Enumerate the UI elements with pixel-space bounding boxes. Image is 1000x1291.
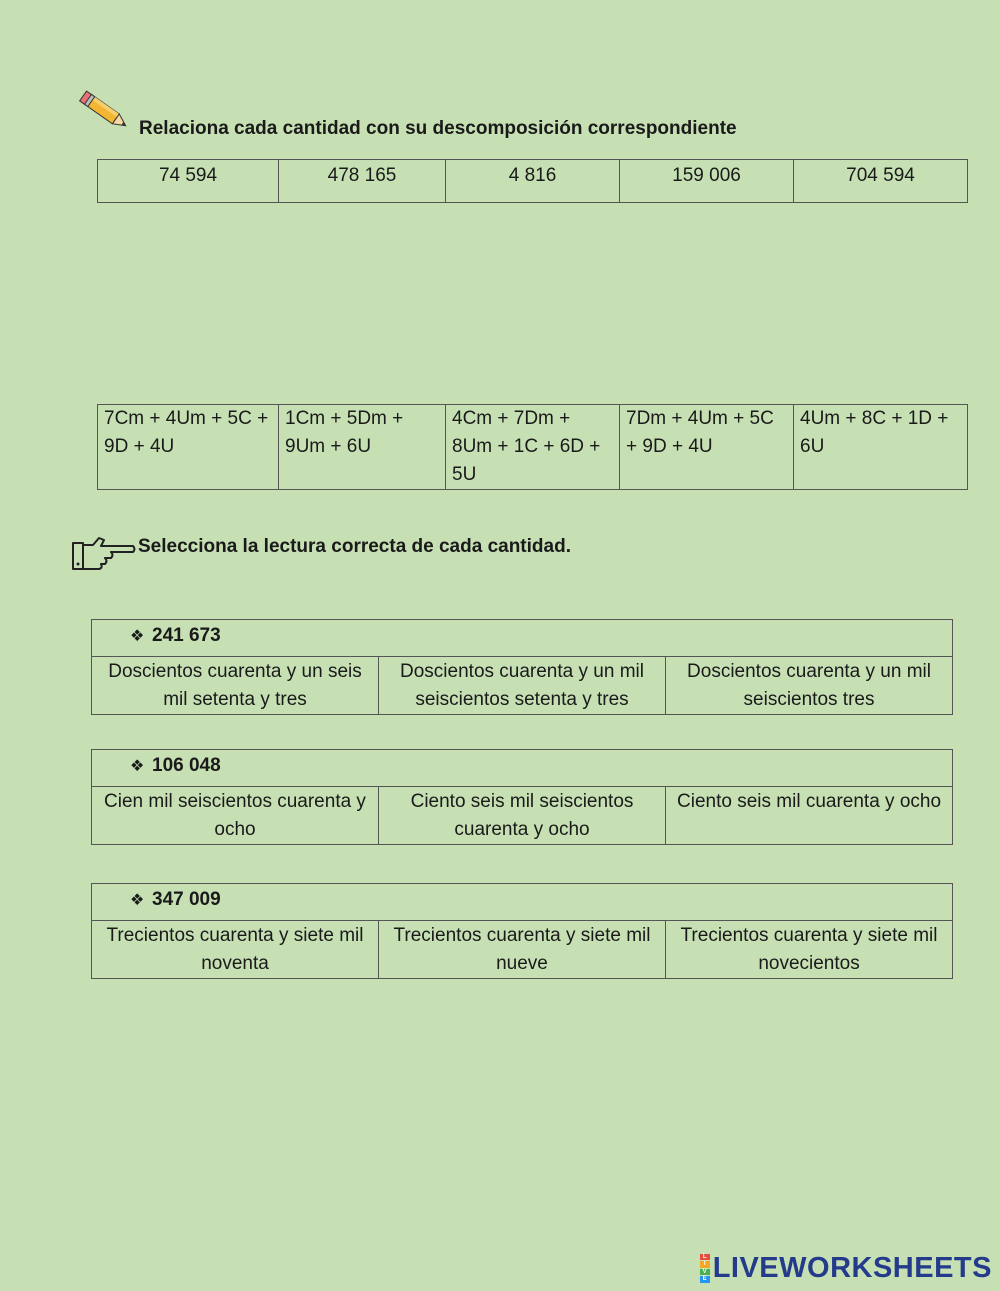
live-mark-icon: L I V E [700,1254,710,1284]
numbers-table [97,159,968,203]
number-cell[interactable]: 478 165 [279,160,446,203]
answer-option[interactable]: Trecientos cuarenta y siete mil nueve [379,921,666,979]
liveworksheets-logo [700,1252,992,1285]
answer-option[interactable]: Doscientos cuarenta y un seis mil setenta y tres [92,657,379,715]
question-header [92,620,953,657]
diamond-bullet-icon: ❖ [130,758,145,775]
answer-option[interactable]: Ciento seis mil seiscientos cuarenta y ocho [379,787,666,845]
question-table [91,619,953,715]
section2-title: Selecciona la lectura correcta de cada cantidad. [138,536,571,557]
decomposition-cell[interactable]: 7Cm + 4Um + 5C + 9D + 4U [98,405,279,490]
decomposition-cell[interactable]: 1Cm + 5Dm + 9Um + 6U [279,405,446,490]
question-number: 106 048 [152,755,221,776]
number-cell[interactable]: 159 006 [620,160,794,203]
number-cell[interactable]: 704 594 [794,160,968,203]
pencil-icon [78,88,134,136]
question-table [91,883,953,979]
section1-title: Relaciona cada cantidad con su descomposición correspondiente [139,118,737,139]
pointing-hand-icon [71,535,137,573]
answer-option[interactable]: Doscientos cuarenta y un mil seiscientos setenta y tres [379,657,666,715]
question-number: 241 673 [152,625,221,646]
decomposition-cell[interactable]: 4Cm + 7Dm + 8Um + 1C + 6D + 5U [446,405,620,490]
number-cell[interactable]: 74 594 [98,160,279,203]
question-table [91,749,953,845]
decomposition-cell[interactable]: 4Um + 8C + 1D + 6U [794,405,968,490]
decompositions-table [97,404,968,490]
question-number: 347 009 [152,889,221,910]
diamond-bullet-icon: ❖ [130,628,145,645]
answer-option[interactable]: Trecientos cuarenta y siete mil noventa [92,921,379,979]
answer-option[interactable]: Doscientos cuarenta y un mil seiscientos tres [666,657,953,715]
number-cell[interactable]: 4 816 [446,160,620,203]
question-header [92,884,953,921]
logo-text: LIVEWORKSHEETS [712,1252,992,1284]
answer-option[interactable]: Cien mil seiscientos cuarenta y ocho [92,787,379,845]
diamond-bullet-icon: ❖ [130,892,145,909]
answer-option[interactable]: Trecientos cuarenta y siete mil novecientos [666,921,953,979]
answer-option[interactable]: Ciento seis mil cuarenta y ocho [666,787,953,845]
question-header [92,750,953,787]
decomposition-cell[interactable]: 7Dm + 4Um + 5C + 9D + 4U [620,405,794,490]
